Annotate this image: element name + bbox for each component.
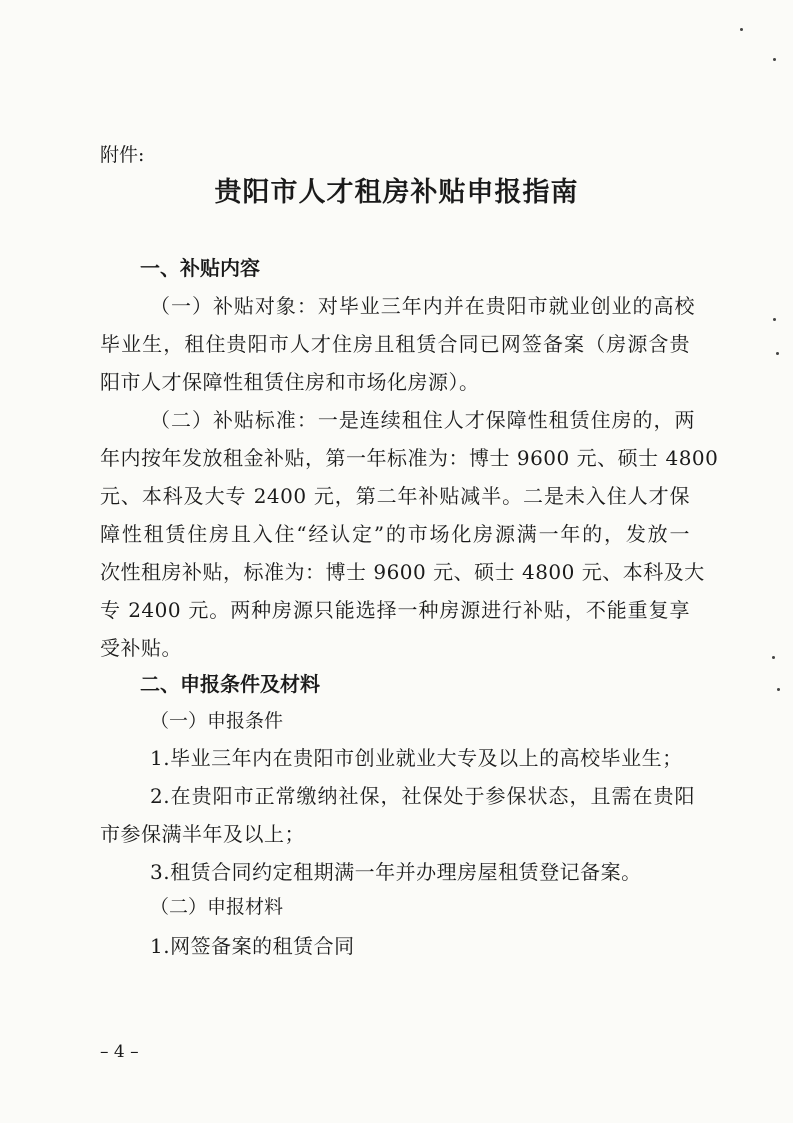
- paragraph-line: 次性租房补贴，标准为：博士 9600 元、硕士 4800 元、本科及大: [100, 560, 705, 584]
- condition-3: 3.租赁合同约定租期满一年并办理房屋租赁登记备案。: [150, 860, 642, 884]
- scan-speck: [776, 352, 779, 355]
- paragraph-line: 阳市人才保障性租赁住房和市场化房源）。: [100, 370, 480, 394]
- subsection-conditions: （一）申报条件: [150, 710, 284, 732]
- paragraph-line: 障性租赁住房且入住“经认定”的市场化房源满一年的，发放一: [100, 522, 690, 546]
- condition-2-line: 市参保满半年及以上；: [100, 822, 305, 846]
- section-2-heading: 二、申报条件及材料: [140, 672, 320, 696]
- attachment-label: 附件:: [100, 144, 145, 166]
- paragraph-line: （一）补贴对象：对毕业三年内并在贵阳市就业创业的高校: [150, 294, 695, 318]
- material-1: 1.网签备案的租赁合同: [150, 934, 355, 958]
- paragraph-line: 元、本科及大专 2400 元，第二年补贴减半。二是未入住人才保: [100, 484, 690, 508]
- condition-2-line: 2.在贵阳市正常缴纳社保，社保处于参保状态，且需在贵阳: [150, 784, 695, 808]
- paragraph-line: 年内按年发放租金补贴，第一年标准为：博士 9600 元、硕士 4800: [100, 446, 719, 470]
- scan-speck: [740, 28, 743, 31]
- scan-speck: [773, 318, 776, 321]
- paragraph-line: 毕业生，租住贵阳市人才住房且租赁合同已网签备案（房源含贵: [100, 332, 690, 356]
- paragraph-line: 专 2400 元。两种房源只能选择一种房源进行补贴，不能重复享: [100, 598, 690, 622]
- scan-speck: [777, 688, 780, 691]
- paragraph-line: 受补贴。: [100, 636, 182, 660]
- scan-speck: [773, 58, 776, 61]
- section-1-heading: 一、补贴内容: [140, 256, 260, 280]
- paragraph-line: （二）补贴标准：一是连续租住人才保障性租赁住房的，两: [150, 408, 695, 432]
- page-number: – 4 –: [100, 1042, 139, 1062]
- scan-speck: [772, 656, 775, 659]
- subsection-materials: （二）申报材料: [150, 896, 284, 918]
- document-title: 贵阳市人才租房补贴申报指南: [214, 177, 579, 208]
- condition-1: 1.毕业三年内在贵阳市创业就业大专及以上的高校毕业生；: [150, 746, 683, 770]
